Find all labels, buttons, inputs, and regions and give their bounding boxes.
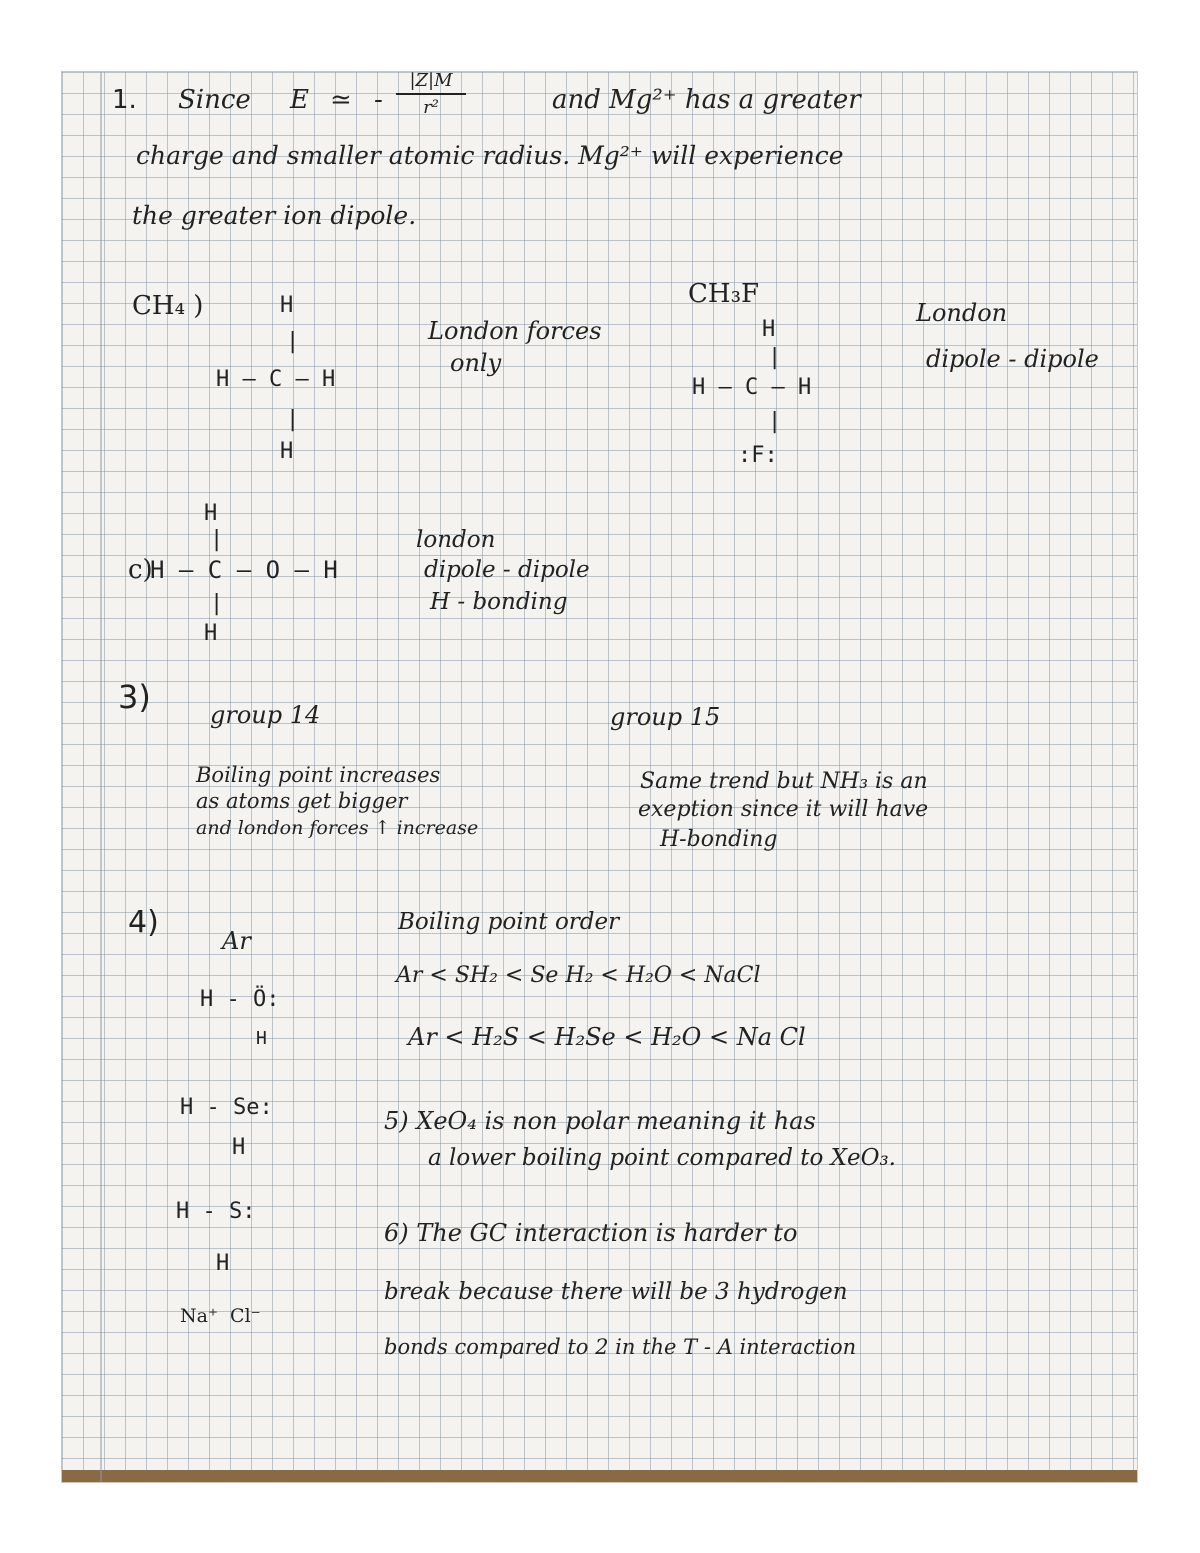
q1-since: Since [178,85,251,115]
methanol-forces-1: london [416,527,496,553]
q4-water-1: H - Ö: [200,987,280,1012]
q4-h2se-1: H - Se: [180,1095,273,1120]
q6-line3: bonds compared to 2 in the T - A interaction [384,1335,857,1359]
q6-line2: break because there will be 3 hydrogen [384,1279,848,1305]
bottom-binding-strip [62,1470,1137,1482]
ch3f-label: CH₃F [688,279,760,309]
fraction-bar [396,93,466,95]
q3-number: 3) [118,678,151,716]
ch3f-forces-1: London [916,299,1008,327]
q4-order-draft: Ar < SH₂ < Se H₂ < H₂O < NaCl [396,963,761,988]
q4-h2s-1: H - S: [176,1199,256,1224]
q1-energy-var: E [290,85,309,115]
q5-line2: a lower boiling point compared to XeO₃. [428,1145,896,1171]
margin-line [100,72,102,1482]
q3-left-1: Boiling point increases [196,763,441,787]
methanol-bottom-h: H [204,621,218,646]
ch4-forces-1: London forces [428,317,602,345]
ch4-bottom-h: H [280,439,294,464]
q1-approx: ≃ [330,85,352,115]
q1-line1-rest: and Mg²⁺ has a greater [552,85,861,115]
q4-h2s-2: H [216,1251,230,1276]
q4-nacl: Na⁺ Cl⁻ [180,1305,261,1327]
ch4-middle: H — C — H [216,367,336,392]
q3-group15: group 15 [610,703,721,731]
methanol-middle: H — C — O — H [150,556,338,584]
ch4-forces-2: only [450,349,502,377]
ch3f-fluorine: :F: [738,443,778,468]
ch3f-middle: H — C — H [692,375,812,400]
methanol-forces-3: H - bonding [430,589,568,615]
methanol-forces-2: dipole - dipole [424,557,590,583]
q4-water-2: H [256,1028,267,1049]
q3-right-1: Same trend but NH₃ is an [640,769,928,794]
ch4-label: CH₄ ) [132,291,204,321]
q3-left-3: and london forces ↑ increase [196,817,479,839]
methanol-top-h: H [204,501,218,526]
q4-h2se-2: H [232,1135,246,1160]
q1-minus: - [374,85,383,115]
q1-line2: charge and smaller atomic radius. Mg²⁺ will experience [136,141,844,170]
q4-order-final: Ar < H₂S < H₂Se < H₂O < Na Cl [408,1023,806,1051]
ch3f-forces-2: dipole - dipole [926,345,1099,373]
ch4-bottom-bond: | [286,407,300,432]
q1-energy-fraction [396,70,466,118]
fraction-numerator: |Z|M [409,70,453,91]
methanol-label: c) [128,555,153,585]
q1-line3: the greater ion dipole. [132,201,417,230]
q1-number: 1. [112,85,137,115]
methanol-top-bond: | [210,527,224,552]
q3-right-2: exeption since it will have [638,797,929,822]
ch3f-top-h: H [762,317,776,342]
q3-left-2: as atoms get bigger [196,789,408,813]
q6-line1: 6) The GC interaction is harder to [384,1219,798,1247]
q4-argon: Ar [222,927,251,955]
methanol-bottom-bond: | [210,591,224,616]
ch4-top-bond: | [286,329,300,354]
q3-right-3: H-bonding [660,827,778,852]
q4-number: 4) [128,905,159,940]
q4-order-title: Boiling point order [398,909,620,935]
ch3f-bottom-bond: | [768,409,782,434]
fraction-denominator: r² [423,97,439,118]
ch3f-top-bond: | [768,345,782,370]
ch4-top-h: H [280,293,294,318]
q3-group14: group 14 [210,701,321,729]
q5-line1: 5) XeO₄ is non polar meaning it has [384,1107,816,1135]
